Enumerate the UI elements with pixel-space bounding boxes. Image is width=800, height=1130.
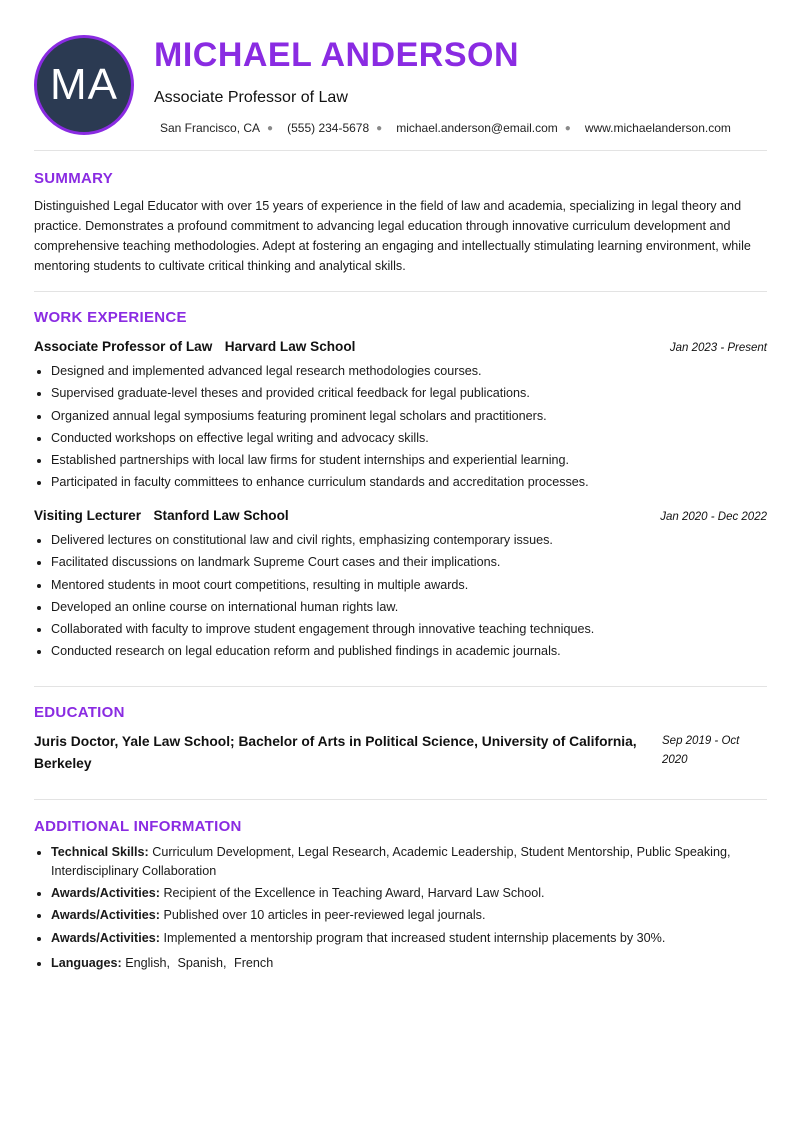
avatar (34, 35, 134, 135)
separator-dot-icon: ● (376, 122, 383, 134)
candidate-title: Associate Professor of Law (154, 89, 348, 106)
info-text: Published over 10 articles in peer-reviewed legal journals. (163, 908, 486, 923)
language: Spanish, (177, 955, 227, 970)
summary-heading: SUMMARY (34, 170, 114, 187)
candidate-name: MICHAEL ANDERSON (154, 36, 520, 74)
info-text: Recipient of the Excellence in Teaching Award, Harvard Law School. (163, 886, 545, 901)
job-bullet: • Organized annual legal symposiums featuring prominent legal scholars and practitioners. (51, 406, 767, 428)
job-bullet: • Delivered lectures on constitutional law and civil rights, emphasizing contemporary issues. (51, 530, 767, 552)
contact-phone: (555) 234-5678 (287, 121, 370, 135)
summary-text: Distinguished Legal Educator with over 15 years of experience in the field of law and academia, specializing in legal theory and practice. Demonstrates a profound commitment to advancing legal education through innovative curriculum development and comprehensive teaching methodologies. Adept at fostering an engaging and intellectually stimulating learning environment, while mentoring students to cultivate critical thinking and analytical skills. (34, 199, 751, 273)
info-item (51, 843, 767, 881)
job-header (34, 507, 767, 525)
separator-dot-icon: ● (267, 122, 274, 134)
info-label: Awards/Activities: (51, 908, 160, 923)
job-header (34, 338, 767, 356)
job-dates: Jan 2023 - Present (669, 342, 767, 354)
job-bullet: • Conducted workshops on effective legal writing and advocacy skills. (51, 428, 767, 450)
info-item (51, 884, 767, 903)
job-bullet: • Participated in faculty committees to enhance curriculum standards and accreditation processes. (51, 472, 767, 494)
contact-website[interactable]: www.michaelanderson.com (584, 121, 731, 135)
section-divider (34, 291, 767, 292)
info-item (51, 906, 767, 925)
separator-dot-icon: ● (564, 122, 571, 134)
avatar-initials: MA (50, 60, 118, 109)
languages-list (125, 956, 273, 970)
education-heading: EDUCATION (34, 704, 125, 721)
job-organization: Harvard Law School (224, 339, 356, 354)
work-experience-heading: WORK EXPERIENCE (34, 309, 187, 326)
job-role: Visiting Lecturer (34, 508, 142, 523)
job-bullet-list (34, 361, 767, 495)
job-bullet: • Collaborated with faculty to improve student engagement through innovative teaching techniques. (51, 619, 767, 641)
contact-email[interactable]: michael.anderson@email.com (396, 121, 558, 135)
info-label: Technical Skills: (51, 845, 149, 859)
language: French (234, 955, 274, 970)
language: English, (125, 955, 170, 970)
job-bullet: • Developed an online course on international human rights law. (51, 597, 767, 619)
job-role: Associate Professor of Law (34, 339, 213, 354)
contact-line (160, 121, 731, 135)
section-divider (34, 150, 767, 151)
education-degree: Juris Doctor, Yale Law School; Bachelor of Arts in Political Science, University of California, Berkeley (34, 734, 637, 771)
info-item (51, 929, 767, 948)
contact-location: San Francisco, CA (160, 121, 261, 135)
job-organization: Stanford Law School (153, 508, 289, 523)
job-bullet: • Mentored students in moot court competitions, resulting in multiple awards. (51, 575, 767, 597)
info-text: Curriculum Development, Legal Research, Academic Leadership, Student Mentorship, Public Speaking, Interdisciplinary Collaboration (51, 845, 731, 878)
job-bullet: • Conducted research on legal education reform and published findings in academic journals. (51, 641, 767, 663)
info-label: Awards/Activities: (51, 886, 160, 901)
info-item-languages (51, 954, 767, 973)
job-bullet: • Established partnerships with local law firms for student internships and experiential learning. (51, 450, 767, 472)
job-dates: Jan 2020 - Dec 2022 (660, 511, 767, 523)
job-bullet-list (34, 530, 767, 664)
job-bullet: • Facilitated discussions on landmark Supreme Court cases and their implications. (51, 552, 767, 574)
additional-info-list (34, 843, 767, 976)
job-bullet: • Designed and implemented advanced legal research methodologies courses. (51, 361, 767, 383)
section-divider (34, 799, 767, 800)
additional-information-heading: ADDITIONAL INFORMATION (34, 818, 242, 835)
info-label: Awards/Activities: (51, 930, 160, 945)
section-divider (34, 686, 767, 687)
info-label: Languages: (51, 955, 122, 970)
education-dates: Sep 2019 - Oct 2020 (662, 735, 740, 766)
job-bullet: • Supervised graduate-level theses and provided critical feedback for legal publications. (51, 383, 767, 405)
info-text: Implemented a mentorship program that increased student internship placements by 30%. (163, 930, 666, 945)
